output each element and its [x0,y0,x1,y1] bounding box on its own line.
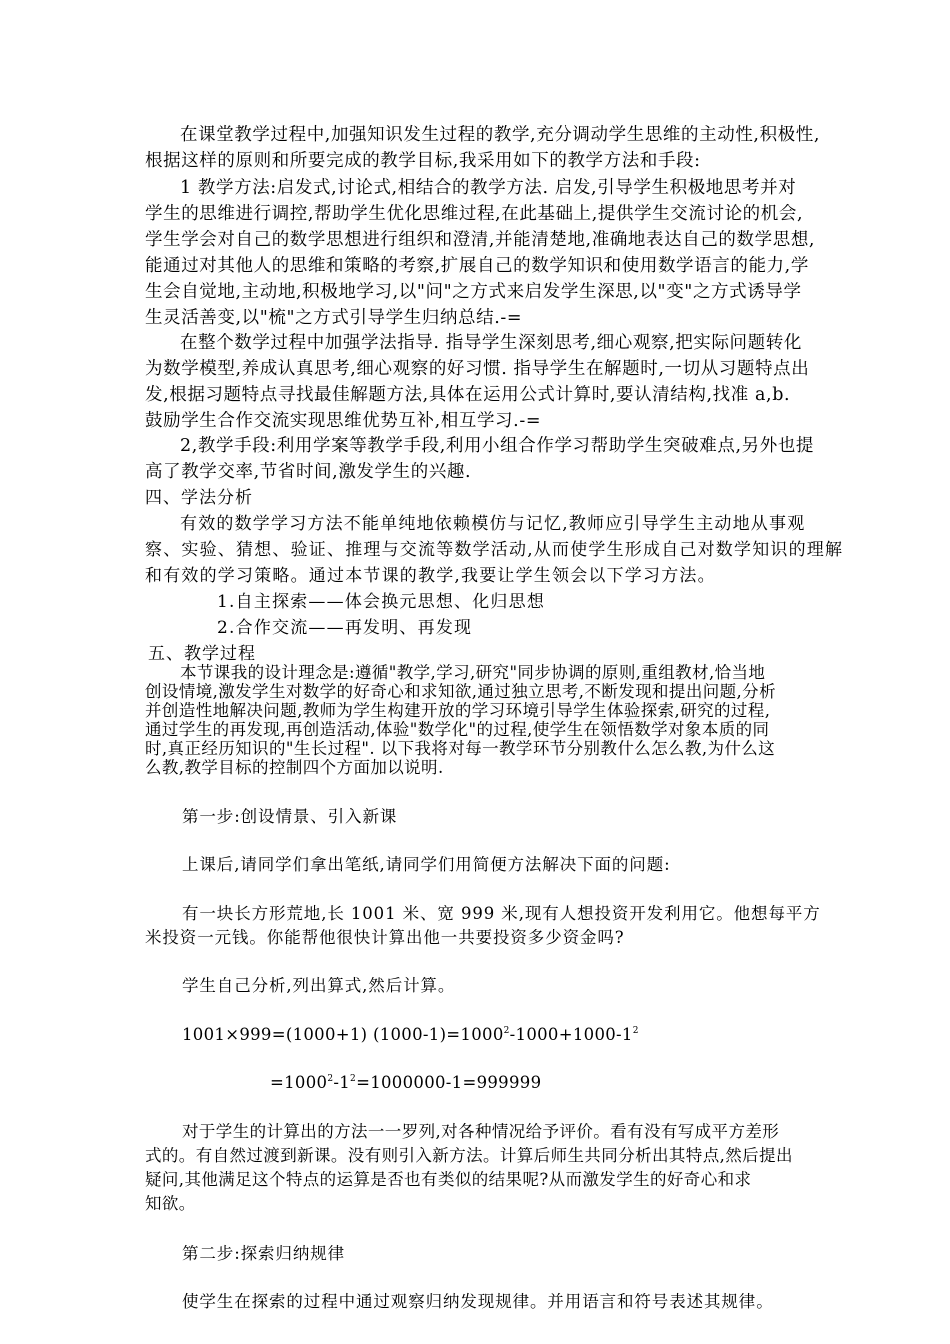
step2-title: 第二步:探索归纳规律 [182,1244,346,1263]
method1-line-5: 生会自觉地,主动地,积极地学习,以"问"之方式来启发学生深思,以"变"之方式诱导学 [145,282,802,302]
evaluation-line-4: 知欲。 [145,1194,196,1213]
guidance-line-4: 鼓励学生合作交流实现思维优势互补,相互学习.-= [145,411,542,431]
method1-line-4: 能通过对其他人的思维和策略的考察,扩展自己的数学知识和使用数学语言的能力,学 [145,256,809,276]
section4-paragraph-line-2: 察、实验、猜想、验证、推理与交流等数学活动,从而使学生形成自己对数学知识的理解 [145,540,844,560]
evaluation-line-3: 疑问,其他满足这个特点的运算是否也有类似的结果呢?从而激发学生的好奇心和求 [145,1170,752,1189]
section4-paragraph-line-3: 和有效的学习策略。通过本节课的教学,我要让学生领会以下学习方法。 [145,566,716,586]
section5-paragraph-line-2: 创设情境,激发学生对数学的好奇心和求知欲,通过独立思考,不断发现和提出问题,分析 [145,682,776,701]
method2-line-1: 2,教学手段:利用学案等教学手段,利用小组合作学习帮助学生突破难点,另外也提 [180,436,815,456]
section5-paragraph-line-6: 么教,教学目标的控制四个方面加以说明. [145,758,444,777]
method1-line-2: 学生的思维进行调控,帮助学生优化思维过程,在此基础上,提供学生交流讨论的机会, [145,204,804,224]
methods-intro-line-1: 在课堂教学过程中,加强知识发生过程的教学,充分调动学生思维的主动性,积极性, [180,125,821,145]
method1-line-3: 学生学会对自己的数学思想进行组织和澄清,并能清楚地,准确地表达自己的数学思想, [145,230,816,250]
section5-paragraph-line-3: 并创造性地解决问题,教师为学生构建开放的学习环境引导学生体验探索,研究的过程, [145,701,771,720]
step2-text: 使学生在探索的过程中通过观察归纳发现规律。并用语言和符号表述其规律。 [182,1292,774,1311]
calculation-line-2: $=1000^2-1^2=1000000-1=999999$ [270,1073,542,1092]
section4-heading: 四、学法分析 [145,488,253,508]
section4-paragraph-line-1: 有效的数学学习方法不能单纯地依赖模仿与记忆,教师应引导学生主动地从事观 [180,514,806,534]
section5-paragraph-line-4: 通过学生的再发现,再创造活动,体验"数学化"的过程,使学生在领悟数学对象本质的同 [145,720,770,739]
guidance-line-3: 发,根据习题特点寻找最佳解题方法,具体在运用公式计算时,要认清结构,找准 a,b. [145,385,791,405]
section4-list-item: 1.自主探索——体会换元思想、化归思想 [217,592,546,612]
step1-analysis: 学生自己分析,列出算式,然后计算。 [182,976,456,995]
method1-line-1: 1 教学方法:启发式,讨论式,相结合的教学方法. 启发,引导学生积极地思考并对 [180,178,797,198]
methods-intro-line-2: 根据这样的原则和所要完成的教学目标,我采用如下的教学方法和手段: [145,151,701,171]
section5-paragraph-line-5: 时,真正经历知识的"生长过程". 以下我将对每一教学环节分别教什么怎么教,为什么这 [145,739,776,758]
evaluation-line-2: 式的。有自然过渡到新课。没有则引入新方法。计算后师生共同分析出其特点,然后提出 [145,1146,793,1165]
method2-line-2: 高了教学交率,节省时间,激发学生的兴趣. [145,462,472,482]
section4-list-item: 2.合作交流——再发明、再发现 [217,618,473,638]
section5-paragraph-line-1: 本节课我的设计理念是:遵循"教学,学习,研究"同步协调的原则,重组教材,恰当地 [180,663,766,682]
section5-heading: 五、教学过程 [148,644,256,664]
step1-problem-line-2: 米投资一元钱。你能帮他很快计算出他一共要投资多少资金吗? [145,928,625,947]
guidance-line-2: 为数学模型,养成认真思考,细心观察的好习惯. 指导学生在解题时,一切从习题特点出 [145,359,810,379]
step1-problem-line-1: 有一块长方形荒地,长 1001 米、宽 999 米,现有人想投资开发利用它。他想每平方 [182,904,821,923]
method1-line-6: 生灵活善变,以"梳"之方式引导学生归纳总结.-= [145,308,523,328]
evaluation-line-1: 对于学生的计算出的方法一一罗列,对各种情况给予评价。看有没有写成平方差形 [182,1122,780,1141]
step1-instruction: 上课后,请同学们拿出笔纸,请同学们用简便方法解决下面的问题: [182,855,671,874]
calculation-line-1: 1001×999=(1000+1) $(1000-1)=1000^2-1000+1000-1^2$ [182,1025,639,1044]
step1-title: 第一步:创设情景、引入新课 [182,807,398,826]
guidance-line-1: 在整个数学过程中加强学法指导. 指导学生深刻思考,细心观察,把实际问题转化 [180,333,802,353]
